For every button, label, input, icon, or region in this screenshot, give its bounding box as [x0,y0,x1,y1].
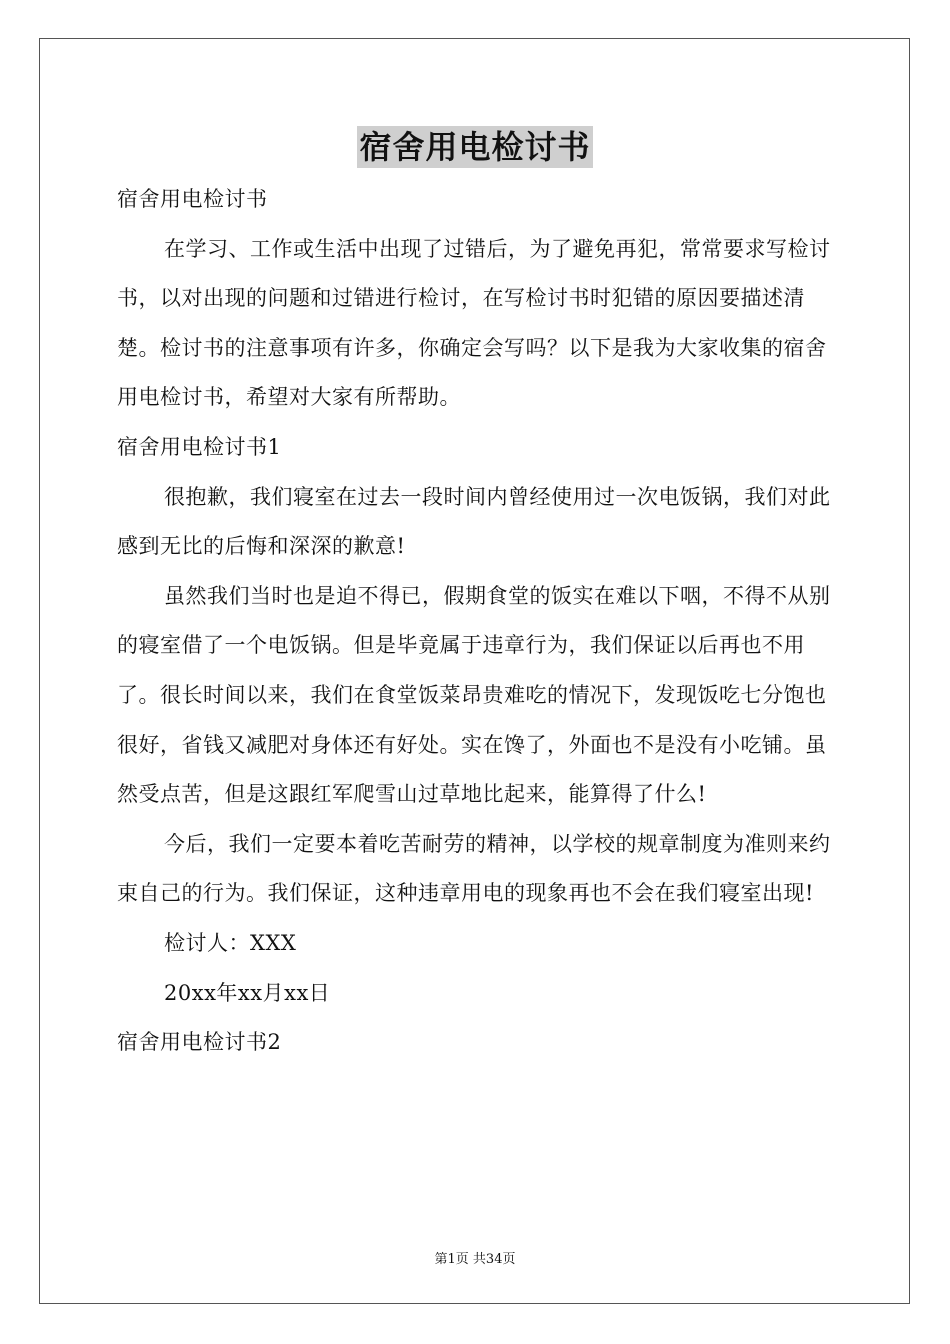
section1-paragraph-1: 很抱歉，我们寝室在过去一段时间内曾经使用过一次电饭锅，我们对此感到无比的后悔和深深的歉意! [117,484,831,559]
title-wrap [0,126,950,168]
date-line: 20xx年xx月xx日 [164,980,331,1005]
subtitle: 宿舍用电检讨书 [117,187,268,211]
document-body [117,175,833,1068]
section1-heading: 宿舍用电检讨书1 [117,434,282,459]
document-title: 宿舍用电检讨书 [359,128,591,166]
section1-paragraph-3: 今后，我们一定要本着吃苦耐劳的精神，以学校的规章制度为准则来约束自己的行为。我们保证，这种违章用电的现象再也不会在我们寝室出现! [117,831,831,906]
signer-line: 检讨人：XXX [164,930,297,955]
section1-paragraph-2: 虽然我们当时也是迫不得已，假期食堂的饭实在难以下咽，不得不从别的寝室借了一个电饭锅。但是毕竟属于违章行为，我们保证以后再也不用了。很长时间以来，我们在食堂饭菜昂贵难吃的情况下，发现饭吃七分饱也很好，省钱又减肥对身体还有好处。实在馋了，外面也不是没有小吃铺。虽然受点苦，但是这跟红军爬雪山过草地比起来，能算得了什么! [117,583,831,807]
page-footer: 第1页 共34页 [434,1252,516,1267]
intro-paragraph: 在学习、工作或生活中出现了过错后，为了避免再犯，常常要求写检讨书，以对出现的问题和过错进行检讨，在写检讨书时犯错的原因要描述清楚。检讨书的注意事项有许多，你确定会写吗？以下是我为大家收集的宿舍用电检讨书，希望对大家有所帮助。 [117,236,831,410]
section2-heading: 宿舍用电检讨书2 [117,1030,282,1055]
